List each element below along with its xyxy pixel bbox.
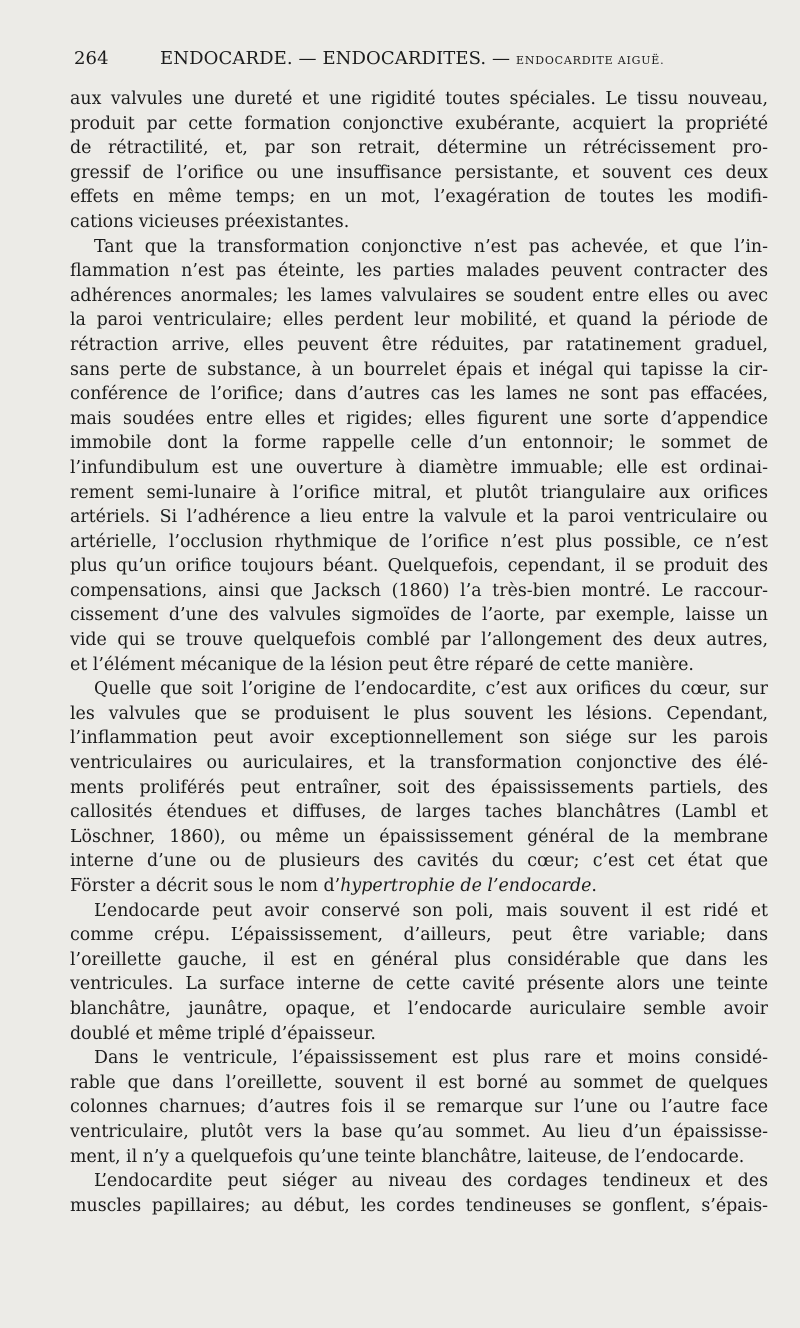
text-line: muscles papillaires; au début, les cordes tendineuses se gonflent, s’épais- (70, 1195, 768, 1216)
text-line: effets en même temps; en un mot, l’exagération de toutes les modifi- (70, 187, 768, 208)
text-line: la paroi ventriculaire; elles perdent leur mobilité, et quand la période de (70, 310, 768, 331)
text-line: compensations, ainsi que Jacksch (1860) l’a très-bien montré. Le raccour- (70, 580, 768, 601)
text-line: de rétractilité, et, par son retrait, détermine un rétrécissement pro- (70, 138, 768, 159)
running-header (74, 48, 758, 69)
text-line: aux valvules une dureté et une rigidité toutes spéciales. Le tissu nouveau, (70, 89, 768, 109)
text-line: produit par cette formation conjonctive exubérante, acquiert la propriété (70, 113, 768, 134)
text-line: mais soudées entre elles et rigides; elles figurent une sorte d’appendice (70, 408, 768, 429)
text-line: cissement d’une des valvules sigmoïdes de l’aorte, par exemple, laisse un (70, 605, 768, 626)
text-line: doublé et même triplé d’épaisseur. (70, 1023, 376, 1044)
text-line: Löschner, 1860), ou même un épaississement général de la membrane (70, 826, 768, 847)
text-line: les valvules que se produisent le plus souvent les lésions. Cependant, (70, 703, 768, 724)
text-line: ventriculaire, plutôt vers la base qu’au sommet. Au lieu d’un épaississe- (70, 1121, 768, 1142)
section-title: ENDOCARDITE AIGUË. (515, 54, 665, 67)
text-line: immobile dont la forme rappelle celle d’un entonnoir; le sommet de (70, 433, 768, 454)
text-line: ments proliférés peut entraîner, soit des épaississements partiels, des (70, 777, 768, 798)
text-line: colonnes charnues; d’autres fois il se remarque sur l’une ou l’autre face (70, 1097, 768, 1118)
text-line: interne d’une ou de plusieurs des cavités du cœur; c’est cet état que (70, 851, 768, 872)
paragraph-start: Dans le ventricule, l’épaississement est plus rare et moins considé- (94, 1048, 768, 1069)
text-line: l’infundibulum est une ouverture à diamètre immuable; elle est ordinai- (70, 457, 768, 478)
text-line: ventricules. La surface interne de cette cavité présente alors une teinte (70, 974, 768, 995)
text-line: cations vicieuses préexistantes. (70, 211, 350, 232)
text-line: flammation n’est pas éteinte, les parties malades peuvent contracter des (70, 261, 768, 282)
paragraph-start: L’endocardite peut siéger au niveau des cordages tendineux et des (94, 1171, 768, 1192)
text-line: plus qu’un orifice toujours béant. Quelquefois, cependant, il se produit des (70, 556, 768, 577)
italic-term: hypertrophie de l’endocarde (340, 876, 592, 896)
text-line: ment, il n’y a quelquefois qu’une teinte blanchâtre, laiteuse, de l’endocarde. (70, 1146, 745, 1167)
paragraph-start: Quelle que soit l’origine de l’endocardite, c’est aux orifices du cœur, sur (94, 679, 768, 700)
text-line-start: Förster a décrit sous le nom d’ (70, 876, 341, 896)
paragraph-start: Tant que la transformation conjonctive n’est pas achevée, et que l’in- (94, 236, 768, 257)
text-line: callosités étendues et diffuses, de larges taches blanchâtres (Lambl et (70, 802, 768, 823)
text-line: blanchâtre, jaunâtre, opaque, et l’endocarde auriculaire semble avoir (70, 998, 768, 1019)
text-line: artériels. Si l’adhérence a lieu entre la valvule et la paroi ventriculaire ou (70, 507, 768, 528)
page-number: 264 (74, 48, 109, 69)
text-line: rable que dans l’oreillette, souvent il est borné au sommet de quelques (70, 1072, 768, 1093)
text-line: vide qui se trouve quelquefois comblé par l’allongement des deux autres, (70, 630, 768, 651)
text-line: ventriculaires ou auriculaires, et la transformation conjonctive des élé- (70, 753, 768, 774)
text-line: l’inflammation peut avoir exceptionnellement son siége sur les parois (70, 728, 768, 749)
text-line: rement semi-lunaire à l’orifice mitral, et plutôt triangulaire aux orifices (70, 482, 768, 503)
text-line: artérielle, l’occlusion rhythmique de l’orifice n’est plus possible, ce n’est (70, 531, 768, 552)
text-line (70, 874, 768, 899)
text-line: gressif de l’orifice ou une insuffisance persistante, et souvent ces deux (70, 162, 768, 183)
paragraph-start: L’endocarde peut avoir conservé son poli, mais souvent il est ridé et (94, 900, 768, 921)
running-title (160, 48, 758, 69)
page-body (70, 87, 768, 1218)
text-line: et l’élément mécanique de la lésion peut être réparé de cette manière. (70, 654, 694, 675)
text-line: adhérences anormales; les lames valvulaires se soudent entre elles ou avec (70, 285, 768, 306)
text-line: comme crépu. L’épaississement, d’ailleurs, peut être variable; dans (70, 925, 768, 946)
text-line: rétraction arrive, elles peuvent être réduites, par ratatinement graduel, (70, 334, 768, 355)
text-line: sans perte de substance, à un bourrelet épais et inégal qui tapisse la cir- (70, 359, 768, 380)
text-line-end: . (591, 876, 597, 896)
text-line: l’oreillette gauche, il est en général plus considérable que dans les (70, 949, 768, 970)
text-line: conférence de l’orifice; dans d’autres cas les lames ne sont pas effacées, (70, 384, 768, 405)
running-title-text: ENDOCARDE. — ENDOCARDITES. — (160, 48, 516, 69)
